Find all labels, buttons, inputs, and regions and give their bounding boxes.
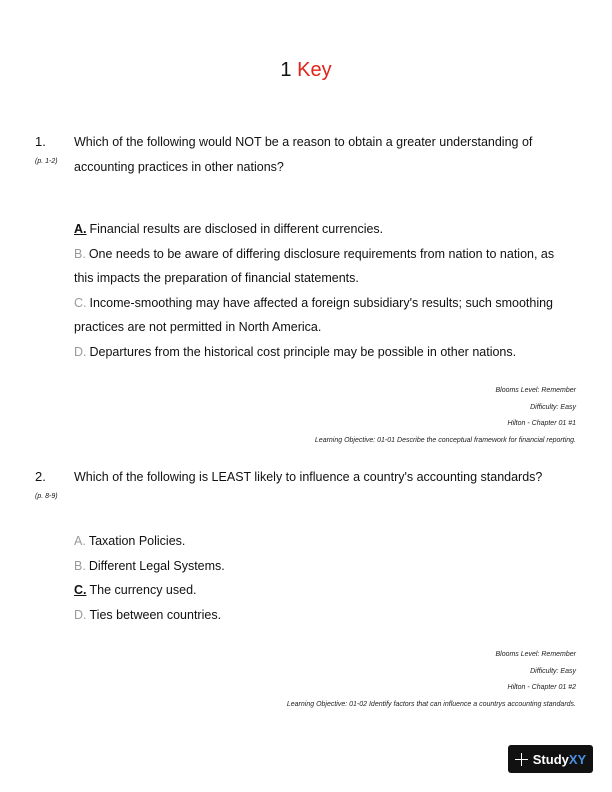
choice-list: [74, 217, 574, 364]
choice-text: Ties between countries.: [89, 607, 222, 622]
choice-letter: A.: [74, 534, 86, 548]
meta-difficulty: Difficulty: Easy: [530, 667, 576, 675]
choice-list: [74, 529, 574, 627]
question-text: Which of the following is LEAST likely to influence a country's accounting standards?: [74, 470, 543, 484]
question-page-ref: (p. 1-2): [35, 158, 58, 165]
choice-text: Financial results are disclosed in different currencies.: [89, 222, 384, 236]
meta-difficulty: Difficulty: Easy: [530, 403, 576, 411]
choice-c: [74, 578, 574, 603]
choice-letter: C.: [74, 295, 87, 310]
choice-letter: D.: [74, 607, 87, 622]
choice-letter: C.: [74, 583, 87, 597]
choice-text: Departures from the historical cost principle may be possible in other nations.: [89, 344, 517, 359]
meta-source: Hilton - Chapter 01 #1: [507, 420, 576, 427]
studyxy-badge[interactable]: [508, 745, 593, 773]
meta-objective: Learning Objective: 01-01 Describe the conceptual framework for financial reporting.: [314, 436, 576, 444]
question-metadata: [315, 383, 576, 449]
title-number: 1: [280, 59, 292, 81]
choice-letter: B.: [74, 246, 86, 261]
choice-letter: B.: [74, 558, 86, 573]
meta-source: Hilton - Chapter 01 #2: [507, 684, 576, 691]
brand-main: Study: [532, 751, 569, 767]
title-key: Key: [297, 59, 332, 81]
choice-a: [74, 217, 574, 242]
brand-accent: XY: [568, 751, 587, 767]
question-text: Which of the following would NOT be a reason to obtain a greater understanding of accounting practices in other nations?: [74, 135, 533, 174]
choice-text: Taxation Policies.: [88, 534, 186, 548]
badge-label: [533, 752, 586, 767]
question-page-ref: (p. 8-9): [35, 493, 58, 500]
choice-d: [74, 603, 574, 628]
choice-letter: D.: [74, 344, 87, 359]
choice-d: [74, 340, 574, 365]
question-number: 1.: [35, 134, 46, 149]
choice-text: One needs to be aware of differing disclosure requirements from nation to nation, as this impacts the preparation of financial statements.: [74, 246, 555, 285]
choice-text: The currency used.: [89, 583, 197, 597]
plus-icon: [515, 753, 528, 766]
choice-a: [74, 529, 574, 554]
question-number: 2.: [35, 469, 46, 484]
choice-c: [74, 291, 574, 340]
question-metadata: [287, 647, 576, 713]
choice-b: [74, 554, 574, 579]
meta-blooms: Blooms Level: Remember: [495, 387, 576, 394]
choice-letter: A.: [74, 222, 87, 236]
choice-b: [74, 242, 574, 291]
choice-text: Different Legal Systems.: [88, 558, 225, 573]
meta-objective: Learning Objective: 01-02 Identify factors that can influence a countrys accounting standards.: [286, 700, 576, 708]
meta-blooms: Blooms Level: Remember: [495, 651, 576, 658]
page-title: [0, 58, 612, 82]
choice-text: Income-smoothing may have affected a foreign subsidiary's results; such smoothing practices are not permitted in North America.: [74, 295, 554, 334]
